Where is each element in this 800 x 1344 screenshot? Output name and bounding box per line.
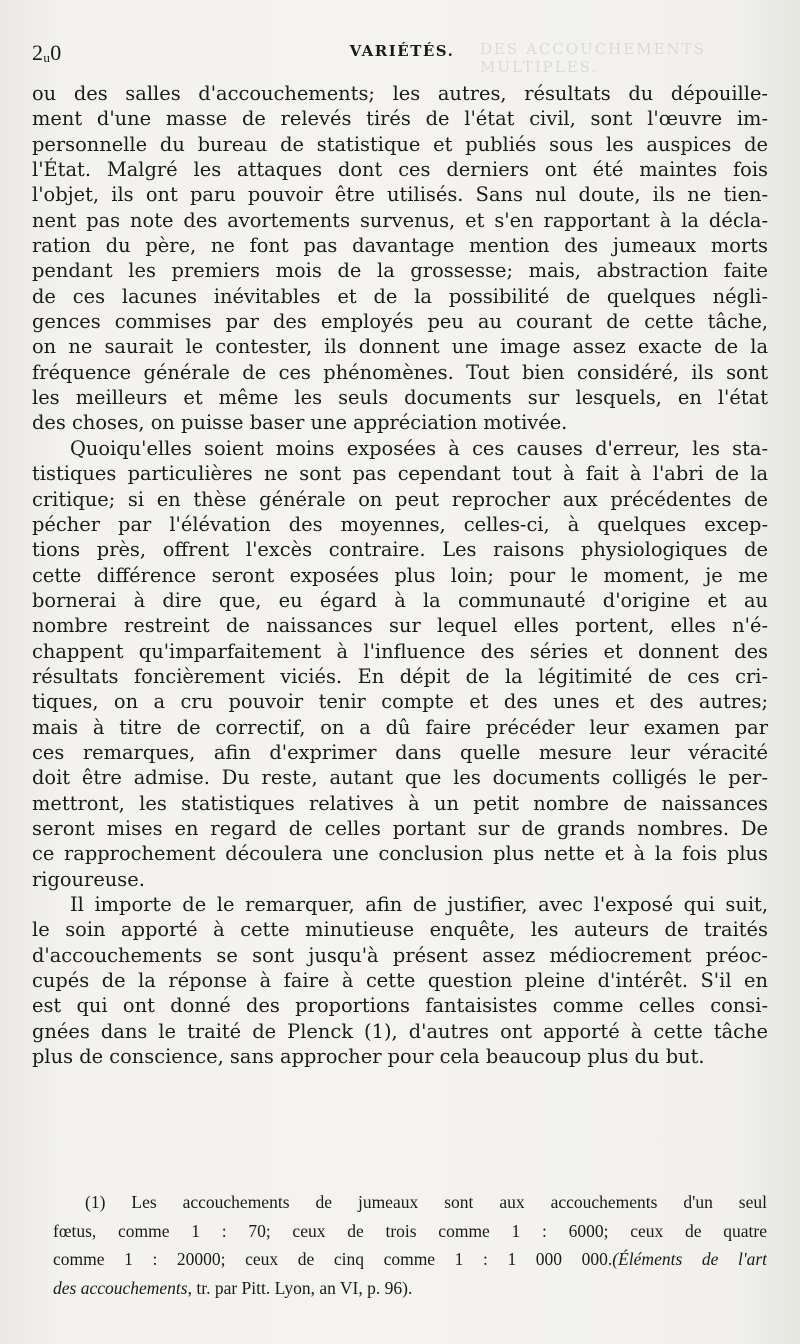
- text-line: personnelle du bureau de statistique et publiés sous les auspices de: [32, 132, 768, 156]
- text-line: seront mises en regard de celles portant sur de grands nombres. De: [32, 816, 768, 840]
- footnote-citation-title: (Éléments de l'art: [612, 1249, 767, 1269]
- text-line: on ne saurait le contester, ils donnent une image assez exacte de la: [32, 335, 768, 359]
- bleed-through-text: DES ACCOUCHEMENTS MULTIPLES.: [480, 40, 706, 76]
- text-line: l'objet, ils ont paru pouvoir être utilisés. Sans nul doute, ils ne tien-: [32, 183, 768, 207]
- footnote-line: [53, 1245, 767, 1274]
- text-line: chappent qu'imparfaitement à l'influence des séries et donnent des: [32, 639, 768, 663]
- text-line: ou des salles d'accouchements; les autres, résultats du dépouille-: [32, 82, 768, 105]
- text-line: mettront, les statistiques relatives à un petit nombre de naissances: [32, 791, 768, 815]
- text-line: ration du père, ne font pas davantage mention des jumeaux morts: [32, 234, 768, 258]
- page-number: 2ᵤ0: [32, 40, 62, 65]
- text-line: pendant les premiers mois de la grossesse; mais, abstraction faite: [32, 259, 768, 283]
- text-line: ces remarques, afin d'exprimer dans quelle mesure leur véracité: [32, 740, 768, 764]
- text-line: ment d'une masse de relevés tirés de l'état civil, sont l'œuvre im-: [32, 107, 768, 131]
- paragraph-end-line: plus de conscience, sans approcher pour cela beaucoup plus du but.: [32, 1045, 705, 1069]
- footnote-citation-details: , tr. par Pitt. Lyon, an VI, p. 96).: [187, 1277, 413, 1298]
- footnote-text: comme 1 : 20000; ceux de cinq comme 1 : 1 000 000.: [53, 1249, 613, 1269]
- text-line: le soin apporté à cette minutieuse enquête, les auteurs de traités: [32, 918, 768, 942]
- section-title: VARIÉTÉS.: [349, 42, 455, 60]
- text-line: tiques, on a cru pouvoir tenir compte et des unes et des autres;: [32, 690, 768, 714]
- text-line: cette différence seront exposées plus loin; pour le moment, je me: [32, 563, 768, 587]
- text-line: gences commises par des employés peu au courant de cette tâche,: [32, 310, 768, 334]
- text-line: pécher par l'élévation des moyennes, celles-ci, à quelques excep-: [32, 512, 768, 536]
- text-line: mais à titre de correctif, on a dû faire précéder leur examen par: [32, 715, 768, 739]
- text-line: tistiques particulières ne sont pas cependant tout à fait à l'abri de la: [32, 462, 768, 486]
- text-line: doit être admise. Du reste, autant que les documents colligés le per-: [32, 766, 768, 790]
- footnote-line: (1) Les accouchements de jumeaux sont aux accouchements d'un seul: [85, 1192, 767, 1212]
- text-line: résultats foncièrement viciés. En dépit de la légitimité de ces cri-: [32, 664, 768, 688]
- text-line: bornerai à dire que, eu égard à la communauté d'origine et au: [32, 588, 768, 612]
- text-line: ce rapprochement découlera une conclusion plus nette et à la fois plus: [32, 842, 768, 866]
- text-line: est qui ont donné des proportions fantaisistes comme celles consi-: [32, 994, 768, 1018]
- text-line: cupés de la réponse à faire à cette question pleine d'intérêt. S'il en: [32, 969, 768, 993]
- footnote-citation-title: des accouchements: [53, 1277, 188, 1298]
- paragraph-start-line: Il importe de le remarquer, afin de justifier, avec l'exposé qui suit,: [70, 893, 768, 916]
- running-head: [32, 40, 772, 64]
- text-line: tions près, offrent l'excès contraire. Les raisons physiologiques de: [32, 538, 768, 562]
- text-line: de ces lacunes inévitables et de la possibilité de quelques négli-: [32, 284, 768, 308]
- text-line: d'accouchements se sont jusqu'à présent assez médiocrement préoc-: [32, 943, 768, 967]
- footnote-line: [53, 1274, 767, 1303]
- paragraph-end-line: rigoureuse.: [32, 867, 145, 891]
- text-line: gnées dans le traité de Plenck (1), d'autres ont apporté à cette tâche: [32, 1019, 768, 1043]
- text-line: les meilleurs et même les seuls documents sur lesquels, en l'état: [32, 386, 768, 410]
- paragraph-start-line: Quoiqu'elles soient moins exposées à ces causes d'erreur, les sta-: [70, 436, 768, 460]
- paragraph-end-line: des choses, on puisse baser une appréciation motivée.: [32, 411, 568, 435]
- text-line: nombre restreint de naissances sur lequel elles portent, elles n'é-: [32, 614, 768, 638]
- text-line: fréquence générale de ces phénomènes. Tout bien considéré, ils sont: [32, 360, 768, 384]
- footnote: [55, 1188, 767, 1302]
- footnote-line: fœtus, comme 1 : 70; ceux de trois comme 1 : 6000; ceux de quatre: [53, 1220, 767, 1241]
- text-line: l'État. Malgré les attaques dont ces derniers ont été maintes fois: [32, 158, 768, 182]
- text-line: critique; si en thèse générale on peut reprocher aux précédentes de: [32, 487, 768, 511]
- text-line: nent pas note des avortements survenus, et s'en rapportant à la décla-: [32, 208, 768, 232]
- body-text: [32, 81, 768, 1069]
